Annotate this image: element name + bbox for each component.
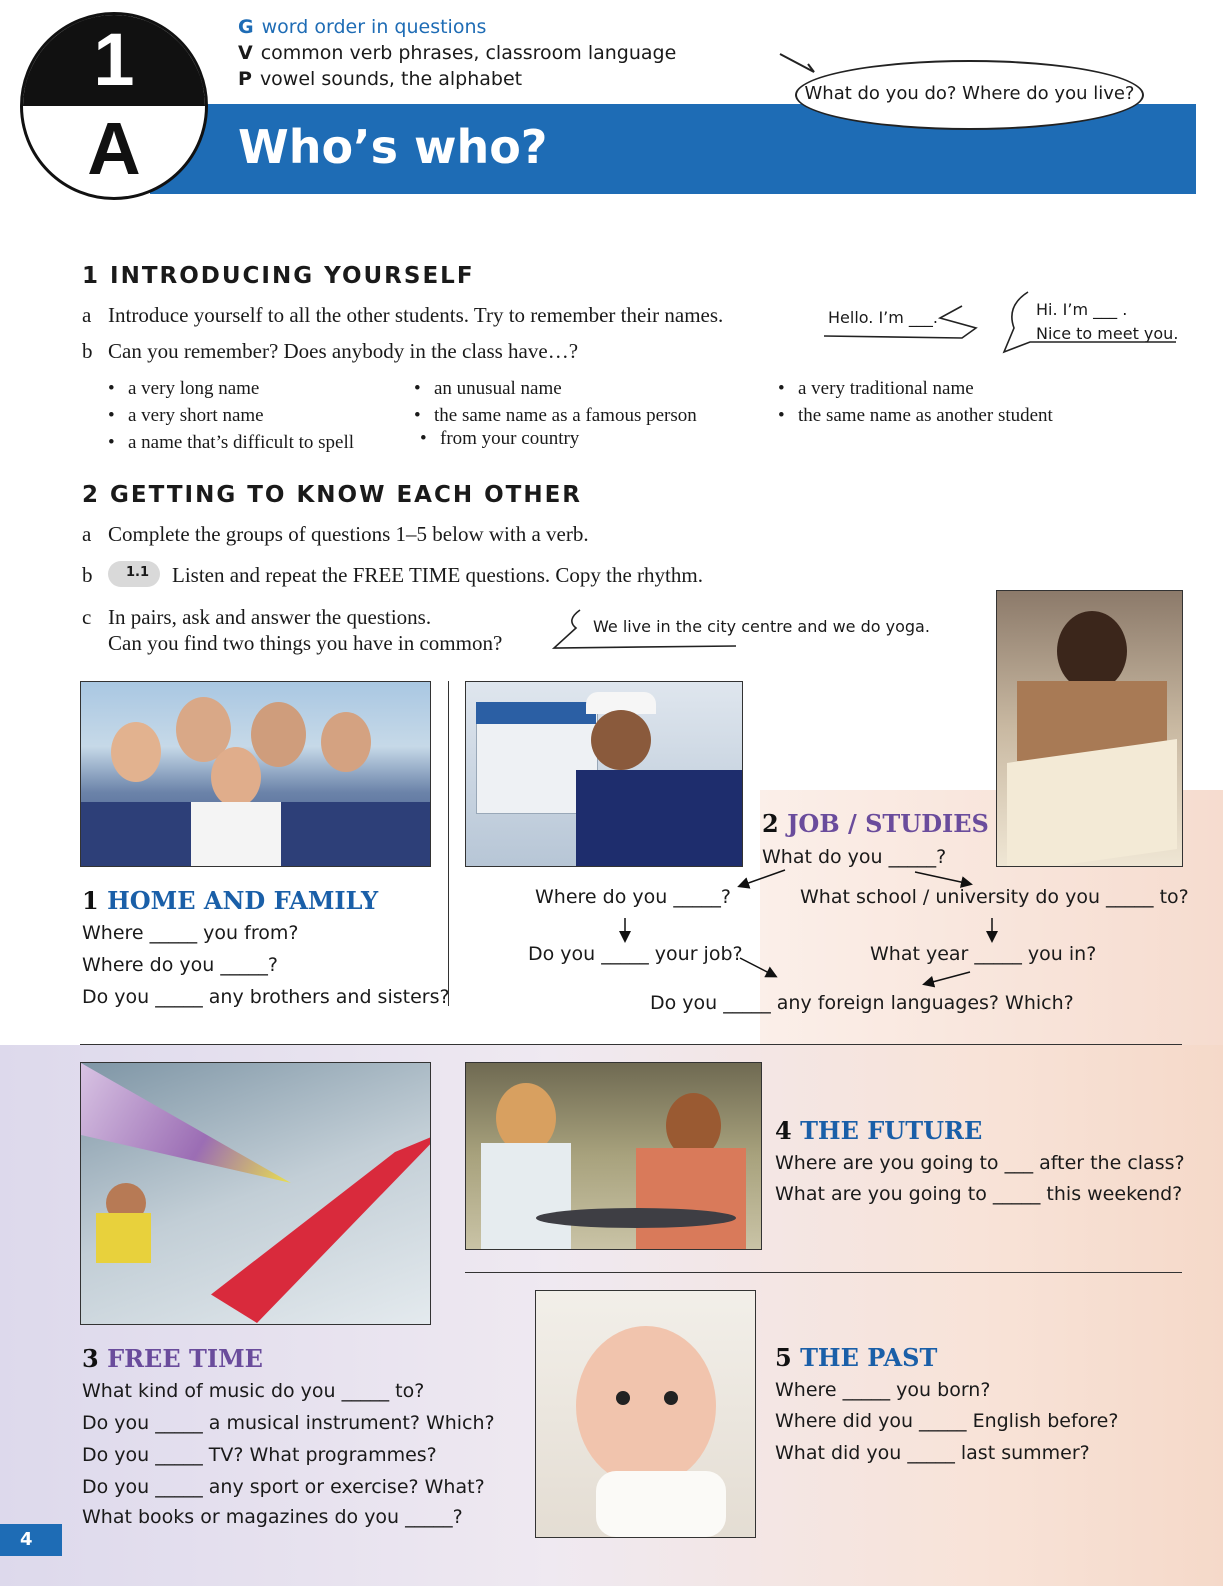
bubble-tail-icon bbox=[778, 50, 818, 80]
unit-badge bbox=[20, 12, 208, 200]
section1-b-text: Can you remember? Does anybody in the class have…? bbox=[108, 339, 579, 363]
section2-heading: 2 GETTING TO KNOW EACH OTHER bbox=[82, 482, 583, 508]
audio-icon[interactable]: 1.1 bbox=[108, 561, 160, 587]
objective-pronunciation: P vowel sounds, the alphabet bbox=[238, 68, 523, 90]
g2-question-right2: What year _____ you in? bbox=[870, 943, 1097, 965]
bullet-traditional-name: • a very traditional name bbox=[798, 378, 974, 400]
g2-question-left2: Do you _____ your job? bbox=[528, 943, 743, 965]
unit-number: 1 bbox=[93, 18, 135, 101]
section1-b-label: b bbox=[82, 339, 93, 363]
g2-question-right1: What school / university do you _____ to? bbox=[800, 886, 1189, 908]
g2-question-top: What do you _____? bbox=[762, 846, 947, 868]
flow-arrows-icon bbox=[600, 860, 1020, 1000]
objective-vocabulary: V common verb phrases, classroom language bbox=[238, 42, 677, 64]
section1-a-text: Introduce yourself to all the other students. Try to remember their names. bbox=[108, 303, 724, 327]
bubble-hi-line1: Hi. I’m ___ . bbox=[1036, 300, 1128, 319]
speech-bubble-header: What do you do? Where do you live? bbox=[795, 60, 1144, 130]
page-title: Who’s who? bbox=[238, 120, 548, 174]
bubble-yoga-outline bbox=[550, 606, 750, 654]
g3-question: Do you _____ any sport or exercise? What? bbox=[82, 1476, 485, 1498]
section2-c-text1: In pairs, ask and answer the questions. bbox=[108, 605, 432, 629]
bubble-yoga: We live in the city centre and we do yoga. bbox=[593, 617, 930, 636]
bullet-famous-name: • the same name as a famous person bbox=[434, 405, 697, 427]
g1-question: Where do you _____? bbox=[82, 954, 278, 976]
bubble-hello: Hello. I’m ___. bbox=[828, 308, 939, 327]
section2-b-label: b bbox=[82, 563, 93, 587]
objective-grammar: G word order in questions bbox=[238, 16, 487, 38]
photo-windsurfer bbox=[80, 1062, 431, 1325]
photo-student bbox=[996, 590, 1183, 867]
section-divider bbox=[465, 1272, 1182, 1273]
section2-a-text: Complete the groups of questions 1–5 below with a verb. bbox=[108, 522, 589, 546]
group3-heading: 3 FREE TIME bbox=[82, 1344, 263, 1373]
photo-baby bbox=[535, 1290, 756, 1538]
section2-b-text: Listen and repeat the FREE TIME questions. Copy the rhythm. bbox=[172, 563, 703, 587]
bubble-hello-outline bbox=[822, 300, 982, 350]
bullet-famous-name-cont: • from your country bbox=[440, 428, 579, 450]
g4-question: What are you going to _____ this weekend? bbox=[775, 1183, 1183, 1205]
section1-heading: 1 INTRODUCING YOURSELF bbox=[82, 263, 475, 289]
column-divider bbox=[448, 681, 449, 1006]
group4-heading: 4 THE FUTURE bbox=[775, 1116, 983, 1145]
g3-question: Do you _____ a musical instrument? Which? bbox=[82, 1412, 495, 1434]
section1-a-label: a bbox=[82, 303, 92, 327]
bullet-long-name: • a very long name bbox=[128, 378, 259, 400]
bubble-hi-outline bbox=[1000, 288, 1180, 360]
g2-question-left1: Where do you _____? bbox=[535, 886, 731, 908]
section2-c-label: c bbox=[82, 605, 92, 629]
bullet-same-name: • the same name as another student bbox=[798, 405, 1053, 427]
group1-heading: 1 HOME AND FAMILY bbox=[82, 886, 379, 915]
bullet-unusual-name: • an unusual name bbox=[434, 378, 562, 400]
section2-a-label: a bbox=[82, 522, 92, 546]
g1-question: Do you _____ any brothers and sisters? bbox=[82, 986, 450, 1008]
photo-family bbox=[80, 681, 431, 867]
page-number: 4 bbox=[0, 1524, 62, 1556]
bullet-difficult-name: • a name that’s difficult to spell bbox=[128, 432, 354, 454]
g2-question-bottom: Do you _____ any foreign languages? Which? bbox=[650, 992, 1074, 1014]
group5-heading: 5 THE PAST bbox=[775, 1343, 938, 1372]
g3-question: Do you _____ TV? What programmes? bbox=[82, 1444, 437, 1466]
section-divider bbox=[80, 1044, 1182, 1045]
g5-question: Where _____ you born? bbox=[775, 1379, 991, 1401]
section2-c-text2: Can you find two things you have in common? bbox=[108, 631, 503, 655]
g4-question: Where are you going to ___ after the class? bbox=[775, 1152, 1185, 1174]
group2-heading: 2 JOB / STUDIES bbox=[762, 809, 989, 838]
g5-question: Where did you _____ English before? bbox=[775, 1410, 1119, 1432]
bullet-short-name: • a very short name bbox=[128, 405, 264, 427]
photo-sailor bbox=[465, 681, 743, 867]
photo-cafe bbox=[465, 1062, 762, 1250]
g3-question: What kind of music do you _____ to? bbox=[82, 1380, 425, 1402]
bubble-hi-line2: Nice to meet you. bbox=[1036, 324, 1179, 343]
unit-letter: A bbox=[87, 107, 141, 190]
g5-question: What did you _____ last summer? bbox=[775, 1442, 1090, 1464]
g3-question: What books or magazines do you _____? bbox=[82, 1506, 463, 1528]
g1-question: Where _____ you from? bbox=[82, 922, 299, 944]
